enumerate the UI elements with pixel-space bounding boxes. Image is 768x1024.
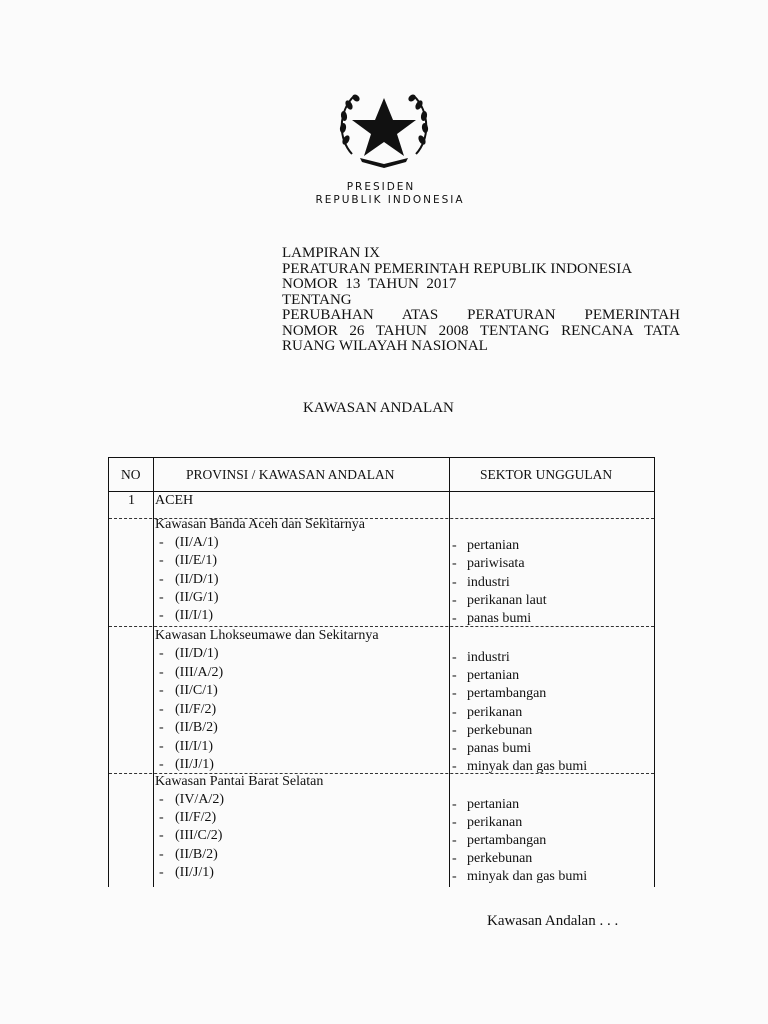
sektor-dash: - xyxy=(452,833,457,848)
kawasan-code: (II/B/2) xyxy=(175,720,218,735)
sektor-item: industri xyxy=(467,574,510,590)
sektor-dash: - xyxy=(452,759,457,775)
code-dash: - xyxy=(159,738,164,754)
sektor-dash: - xyxy=(452,556,457,572)
sektor-item: perkebunan xyxy=(467,722,533,738)
code-dash: - xyxy=(159,757,164,772)
sektor-dash: - xyxy=(452,668,457,684)
sektor-item: pertanian xyxy=(467,668,520,684)
kawasan-code: (II/A/1) xyxy=(175,535,219,550)
kawasan-code: (IV/A/2) xyxy=(175,792,224,807)
sektor-dash: - xyxy=(452,574,457,590)
kawasan-code: (II/J/1) xyxy=(175,864,214,880)
lampiran-block xyxy=(282,246,680,355)
sektor-item: pertanian xyxy=(467,797,520,812)
sektor-item: minyak dan gas bumi xyxy=(467,869,588,884)
sektor-dash: - xyxy=(452,722,457,738)
sektor-item: perikanan xyxy=(467,704,523,720)
row-number: 1 xyxy=(128,493,135,508)
header-sektor: SEKTOR UNGGULAN xyxy=(480,467,613,482)
sektor-item: minyak dan gas bumi xyxy=(467,759,588,775)
lampiran-line: LAMPIRAN IX xyxy=(282,245,380,261)
code-dash: - xyxy=(159,589,164,605)
code-dash: - xyxy=(159,864,164,880)
table-header xyxy=(109,458,654,492)
code-dash: - xyxy=(159,792,164,807)
sektor-dash: - xyxy=(452,869,457,884)
code-dash: - xyxy=(159,683,164,698)
sektor-item: panas bumi xyxy=(467,741,532,756)
sektor-dash: - xyxy=(452,592,457,608)
header-no: NO xyxy=(121,467,141,482)
sektor-item: perikanan xyxy=(467,815,523,830)
sektor-item: pertanian xyxy=(467,538,520,553)
kawasan-code: (II/D/1) xyxy=(175,571,219,587)
lampiran-line: PERUBAHAN ATAS PERATURAN PEMERINTAH xyxy=(282,307,680,323)
kawasan-code: (II/B/2) xyxy=(175,846,218,862)
code-dash: - xyxy=(159,701,164,717)
code-dash: - xyxy=(159,846,164,862)
code-dash: - xyxy=(159,535,164,550)
kawasan-separator xyxy=(109,626,654,627)
sektor-dash: - xyxy=(452,797,457,812)
kawasan-code: (II/I/1) xyxy=(175,738,214,754)
column-divider xyxy=(153,458,154,887)
sektor-item: industri xyxy=(467,650,510,665)
kawasan-code: (II/J/1) xyxy=(175,757,214,772)
sektor-item: panas bumi xyxy=(467,611,532,627)
kawasan-code: (III/A/2) xyxy=(175,664,224,680)
kawasan-code: (II/I/1) xyxy=(175,608,214,624)
code-dash: - xyxy=(159,571,164,587)
sektor-dash: - xyxy=(452,650,457,665)
kawasan-table xyxy=(108,457,655,887)
code-dash: - xyxy=(159,646,164,661)
province-name: ACEH xyxy=(155,493,194,508)
sektor-dash: - xyxy=(452,815,457,830)
kawasan-code: (II/F/2) xyxy=(175,810,217,826)
header-presiden: PRESIDEN xyxy=(346,181,416,193)
lampiran-line: NOMOR 13 TAHUN 2017 xyxy=(282,276,457,292)
code-dash: - xyxy=(159,553,164,569)
lampiran-line: PERATURAN PEMERINTAH REPUBLIK INDONESIA xyxy=(282,260,633,277)
code-dash: - xyxy=(159,810,164,826)
sektor-dash: - xyxy=(452,741,457,756)
continuation-footer: Kawasan Andalan . . . xyxy=(487,913,619,929)
kawasan-code: (II/F/2) xyxy=(175,701,217,717)
sektor-dash: - xyxy=(452,851,457,866)
header-republik-indonesia: REPUBLIK INDONESIA xyxy=(315,194,465,206)
kawasan-code: (III/C/2) xyxy=(175,828,223,844)
sektor-item: pertambangan xyxy=(467,686,547,702)
kawasan-code: (II/G/1) xyxy=(175,589,219,605)
sektor-item: perikanan laut xyxy=(467,592,547,608)
sektor-dash: - xyxy=(452,538,457,553)
header-provinsi: PROVINSI / KAWASAN ANDALAN xyxy=(186,467,395,482)
section-heading: KAWASAN ANDALAN xyxy=(303,400,454,416)
column-divider xyxy=(449,458,450,887)
kawasan-code: (II/D/1) xyxy=(175,646,219,661)
code-dash: - xyxy=(159,664,164,680)
kawasan-name: Kawasan Pantai Barat Selatan xyxy=(155,774,324,789)
kawasan-code: (II/C/1) xyxy=(175,683,218,698)
lampiran-line: RUANG WILAYAH NASIONAL xyxy=(282,338,488,354)
code-dash: - xyxy=(159,608,164,624)
kawasan-name: Kawasan Lhokseumawe dan Sekitarnya xyxy=(155,628,379,643)
sektor-dash: - xyxy=(452,611,457,627)
kawasan-code: (II/E/1) xyxy=(175,553,217,569)
code-dash: - xyxy=(159,828,164,844)
sektor-dash: - xyxy=(452,686,457,702)
sektor-item: pertambangan xyxy=(467,833,547,848)
kawasan-name: Kawasan Banda Aceh dan Sekitarnya xyxy=(155,517,365,532)
garuda-emblem-icon xyxy=(334,84,434,168)
lampiran-line: NOMOR 26 TAHUN 2008 TENTANG RENCANA TATA xyxy=(282,322,680,339)
code-dash: - xyxy=(159,720,164,735)
sektor-item: perkebunan xyxy=(467,851,533,866)
lampiran-line: TENTANG xyxy=(282,291,352,308)
sektor-dash: - xyxy=(452,704,457,720)
sektor-item: pariwisata xyxy=(467,556,525,572)
